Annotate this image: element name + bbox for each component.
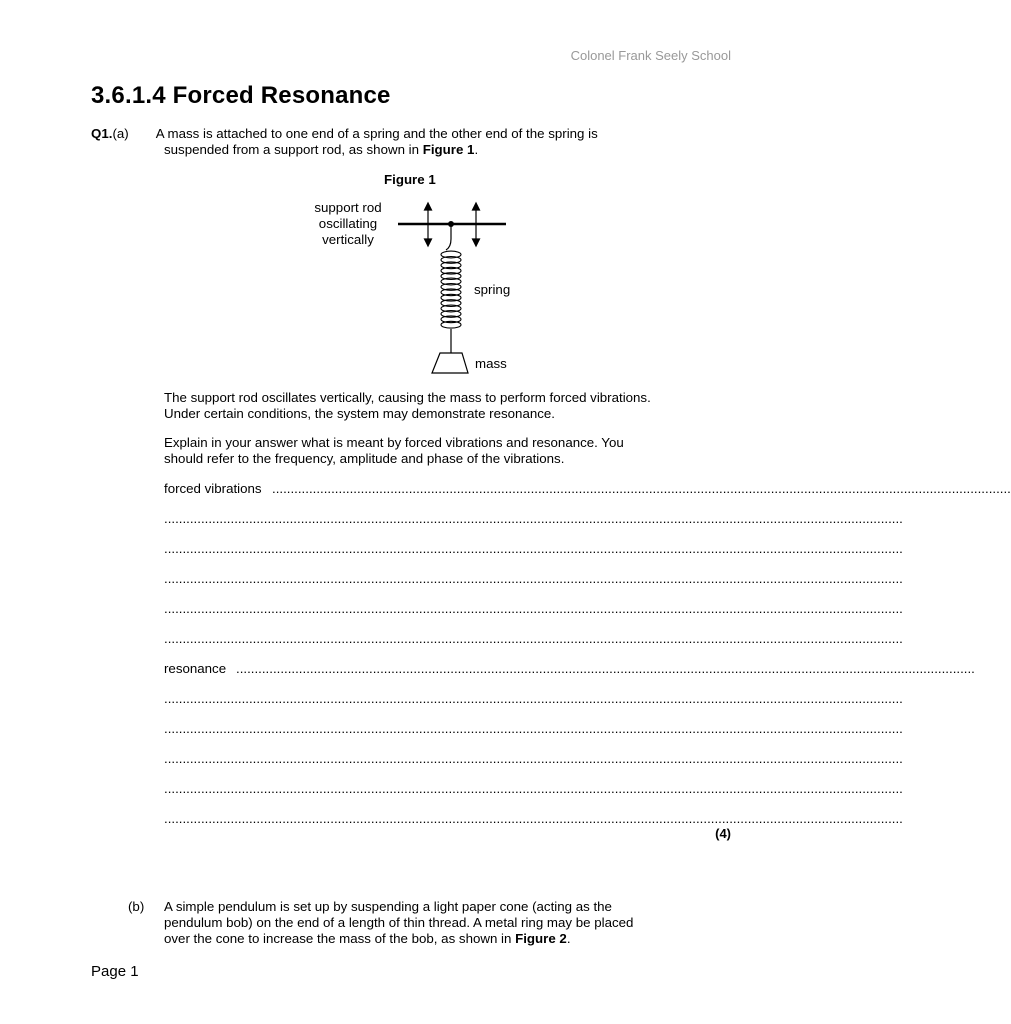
para1-line1: The support rod oscillates vertically, causing the mass to perform forced vibrations. [164,390,651,405]
answer-line[interactable]: ........................................................................................................................................................................................................ [164,811,903,826]
forced-vibrations-label: forced vibrations [164,481,262,496]
answer-line[interactable]: ........................................................................................................................................................................................................ [164,511,903,526]
answer-line[interactable]: ........................................................................................................................................................................................................ [164,751,903,766]
answer-line[interactable]: ........................................................................................................................................................................................................ [164,631,903,646]
label-support-rod: support rod [314,200,382,215]
school-name: Colonel Frank Seely School [570,48,731,63]
answer-line[interactable]: ........................................................................................................................................................................................................ [164,571,903,586]
q1-number: Q1. [91,126,113,141]
q1-intro-line2-pre: suspended from a support rod, as shown in [164,142,423,157]
answer-line[interactable]: ........................................................................................................................................................................................................ [236,661,975,676]
figure1-ref: Figure 1 [422,142,475,157]
page-title: 3.6.1.4 Forced Resonance [91,82,391,109]
q1-intro [91,126,598,158]
label-spring: spring [474,282,511,297]
figure1-caption: Figure 1 [384,172,436,187]
q1-intro-line2-post: . [474,142,479,157]
mass-block [432,353,468,373]
q1-intro-line1: A mass is attached to one end of a spring and the other end of the spring is [155,126,598,141]
para-support-rod [164,390,651,422]
answer-line[interactable]: ........................................................................................................................................................................................................ [164,541,903,556]
para-explain [164,435,624,467]
label-oscillating: oscillating [318,216,378,231]
answer-line[interactable]: ........................................................................................................................................................................................................ [164,721,903,736]
resonance-label: resonance [164,661,227,676]
figure1-diagram [300,195,530,380]
para2-line2: should refer to the frequency, amplitude and phase of the vibrations. [164,451,565,466]
answer-line[interactable]: ........................................................................................................................................................................................................ [164,781,903,796]
b-line2: pendulum bob) on the end of a length of thin thread. A metal ring may be placed [164,915,634,930]
para1-line2: Under certain conditions, the system may demonstrate resonance. [164,406,555,421]
b-line1: A simple pendulum is set up by suspending a light paper cone (acting as the [164,899,612,914]
label-vertically: vertically [322,232,374,247]
b-line3-pre: over the cone to increase the mass of the bob, as shown in [164,931,516,946]
q1-part-a: (a) [112,126,129,141]
answer-line[interactable]: ........................................................................................................................................................................................................ [272,481,1011,496]
answer-line[interactable]: ........................................................................................................................................................................................................ [164,601,903,616]
part-b-label: (b) [128,899,145,914]
part-b-text [164,899,633,947]
label-mass: mass [475,356,507,371]
b-line3-post: . [566,931,571,946]
figure2-ref: Figure 2 [515,931,567,946]
spring-coil [441,251,461,328]
page-number: Page 1 [91,963,139,980]
marks-badge: (4) [715,826,731,841]
para2-line1: Explain in your answer what is meant by forced vibrations and resonance. You [164,435,624,450]
answer-line[interactable]: ........................................................................................................................................................................................................ [164,691,903,706]
